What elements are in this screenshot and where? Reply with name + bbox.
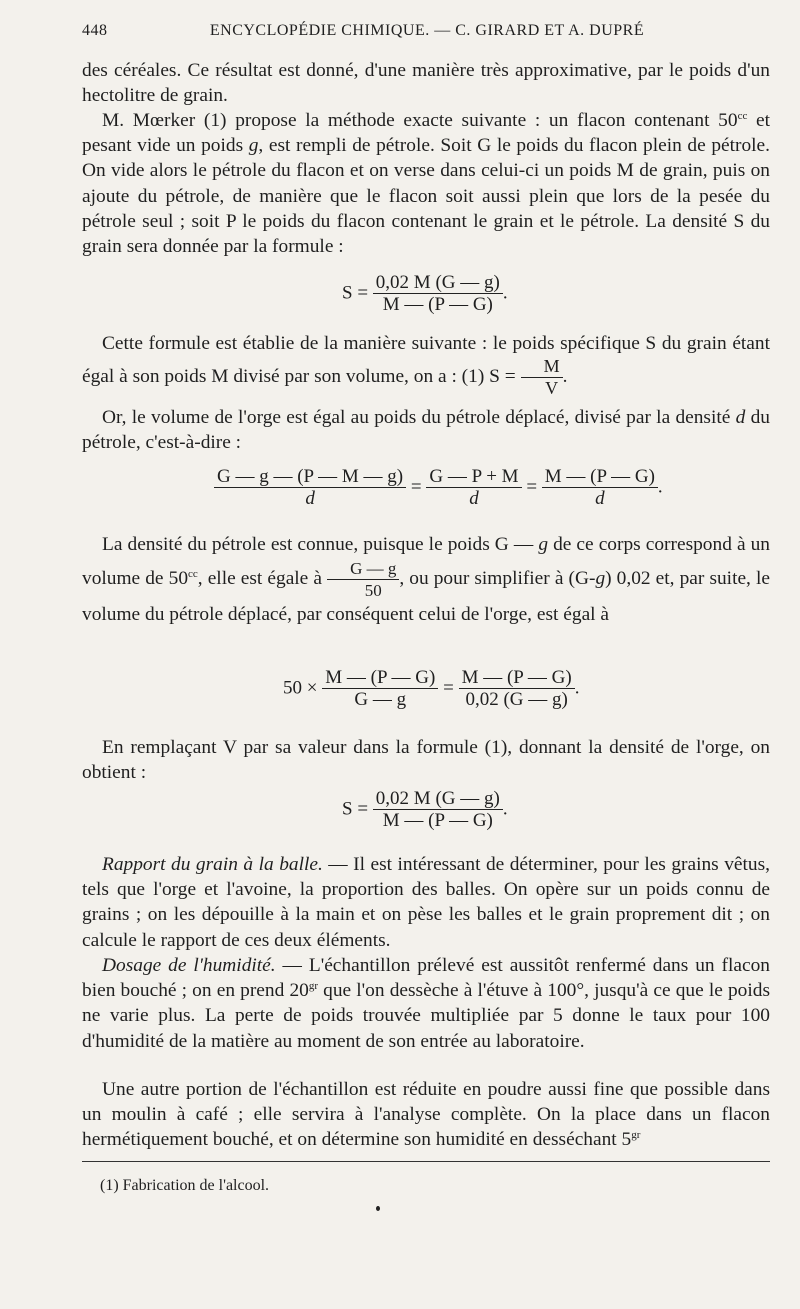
numerator: 0,02 M (G — g) <box>373 788 503 810</box>
fraction <box>214 466 406 509</box>
fraction <box>322 667 438 710</box>
paragraph-6: En remplaçant V par sa valeur dans la formule (1), donnant la densité de l'orge, on obtient : <box>82 737 770 784</box>
footnote-rule <box>82 1161 770 1162</box>
paragraph-7 <box>82 852 770 953</box>
text-run: du pétrole, c'est-à-dire : <box>82 407 770 454</box>
italic-var: g <box>248 135 259 157</box>
denominator: V <box>545 378 559 399</box>
text-run: de ce corps correspond à un volume de 50 <box>82 534 770 589</box>
denominator: d <box>469 488 479 509</box>
denominator: 50 <box>364 581 382 600</box>
running-title: ENCYCLOPÉDIE CHIMIQUE. — C. GIRARD ET A. DUPRÉ <box>209 22 645 39</box>
text-run: ) 0,02 et, par suite, le volume du pétrole déplacé, par conséquent celui de l'orge, est égal à <box>82 567 770 625</box>
equals-sign: = <box>410 476 422 498</box>
paragraph-5 <box>82 531 770 628</box>
numerator: M — (P — G) <box>322 667 438 689</box>
numerator: M <box>521 356 563 378</box>
italic-var: d <box>735 407 746 428</box>
paragraph-9 <box>82 1077 770 1153</box>
numerator: G — g — (P — M — g) <box>214 466 406 488</box>
denominator: M — (P — G) <box>382 810 493 831</box>
numerator: 0,02 M (G — g) <box>373 272 503 294</box>
denominator: M — (P — G) <box>382 294 493 315</box>
formula-2 <box>214 466 663 509</box>
text-run: , ou pour simplifier à (G- <box>399 567 596 589</box>
text-run: — Il est intéressant de déterminer, pour les grains vêtus, tels que l'orge et l'avoine, la proportion des balles. On opère sur un poids connu de grains ; on les dépouille à la main et on pèse les balles et le grain proprement dit ; on calcule le rapport de ces deux éléments. <box>82 854 770 951</box>
formula-3 <box>283 667 579 710</box>
formula-4 <box>342 788 508 831</box>
numerator: M — (P — G) <box>542 466 658 488</box>
superscript: gr <box>308 980 319 993</box>
numerator: G — P + M <box>426 466 521 488</box>
punct: . <box>574 677 580 699</box>
text-run: Cette formule est établie de la manière suivante : le poids spécifique S du grain étant égal à son poids M divisé par son volume, on a : (1) S = <box>82 333 770 388</box>
denominator: 0,02 (G — g) <box>465 689 568 710</box>
fraction <box>426 466 521 509</box>
fraction <box>459 667 575 710</box>
numerator: G — g <box>327 558 399 580</box>
denominator: G — g <box>354 689 407 710</box>
fraction <box>373 788 503 831</box>
formula-1 <box>342 272 508 315</box>
paragraph-2 <box>82 108 770 259</box>
print-speck <box>376 1206 380 1211</box>
text-run: , elle est égale à <box>197 567 322 589</box>
superscript: cc <box>188 567 198 580</box>
section-title: Rapport du grain à la balle. <box>102 854 323 875</box>
section-title: Dosage de l'humidité. <box>102 955 276 976</box>
denominator: d <box>305 488 315 509</box>
equals-sign: = <box>526 476 538 498</box>
text-run: que l'on dessèche à l'étuve à 100°, jusqu'à ce que le poids ne varie plus. La perte de poids trouvée multipliée par 5 donne le taux pour 100 d'humidité de la matière au moment de son entrée au laboratoire. <box>82 980 770 1052</box>
paragraph-1: des céréales. Ce résultat est donné, d'une manière très approximative, par le poids d'un hectolitre de grain. <box>82 60 770 107</box>
text-run: et pesant vide un poids <box>82 110 770 157</box>
paragraph-8 <box>82 953 770 1054</box>
superscript: gr <box>631 1129 641 1142</box>
fraction <box>327 558 399 601</box>
italic-var: g <box>595 567 606 589</box>
punct: . <box>502 282 508 304</box>
text-run: Or, le volume de l'orge est égal au poids du pétrole déplacé, divisé par la densité <box>102 407 736 428</box>
fraction <box>373 272 503 315</box>
denominator: d <box>595 488 605 509</box>
fraction <box>521 356 563 399</box>
formula-lhs: S = <box>342 798 369 820</box>
italic-var: g <box>538 534 549 555</box>
numerator: M — (P — G) <box>459 667 575 689</box>
text-run: , est rempli de pétrole. Soit G le poids du flacon plein de pétrole. On vide alors le pétrole du flacon et on verse dans celui-ci un poids M de grain, puis on ajoute du pétrole, de manière que le flacon soit aussi plein que lors de la pesée du pétrole seul ; soit P le poids du flacon contenant le grain et le pétrole. La densité S du grain sera donnée par la formule : <box>82 135 770 258</box>
footnote: (1) Fabrication de l'alcool. <box>100 1177 270 1194</box>
formula-prefix: 50 × <box>283 677 318 699</box>
paragraph-3 <box>82 331 770 399</box>
equals-sign: = <box>443 677 454 699</box>
text-run: Une autre portion de l'échantillon est réduite en poudre aussi fine que possible dans un moulin à café ; elle servira à l'analyse complète. On la place dans un flacon hermétiquement bouché, et on détermine son humidité en desséchant 5 <box>82 1079 770 1151</box>
text-run: M. Mœrker (1) propose la méthode exacte suivante : un flacon contenant 50 <box>102 110 738 131</box>
page-header <box>82 22 772 46</box>
text-run: La densité du pétrole est connue, puisque le poids G — <box>102 534 539 555</box>
punct: . <box>502 798 508 820</box>
formula-lhs: S = <box>342 282 369 304</box>
paragraph-4 <box>82 405 770 455</box>
superscript: cc <box>737 110 748 122</box>
text-run: — L'échantillon prélevé est aussitôt renfermé dans un flacon bien bouché ; on en prend 20 <box>82 955 770 1002</box>
page-number: 448 <box>82 22 108 39</box>
punct: . <box>657 476 663 498</box>
fraction <box>542 466 658 509</box>
punct: . <box>562 366 568 388</box>
